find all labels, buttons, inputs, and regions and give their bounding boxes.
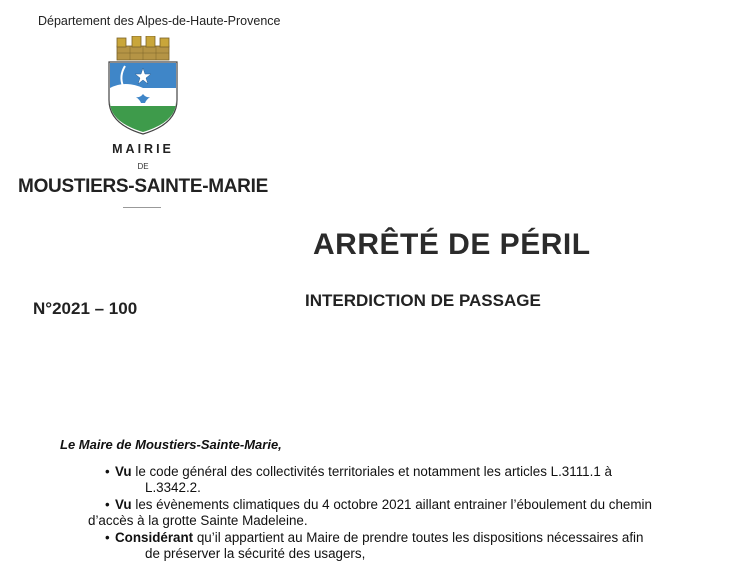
- item-text: qu’il appartient au Maire de prendre toutes les dispositions nécessaires afin: [193, 530, 644, 545]
- item-keyword: Vu: [115, 497, 132, 512]
- list-item: [105, 464, 738, 496]
- de-label: DE: [137, 162, 149, 171]
- bullet: •: [105, 530, 110, 545]
- intro-line: Le Maire de Moustiers-Sainte-Marie,: [60, 437, 282, 452]
- document-title: ARRÊTÉ DE PÉRIL: [313, 228, 591, 261]
- list-item: [88, 497, 738, 529]
- item-text-continued: L.3342.2.: [145, 480, 201, 495]
- item-text: les évènements climatiques du 4 octobre 2021 aillant entrainer l’éboulement du chemin: [131, 497, 652, 512]
- item-keyword: Considérant: [115, 530, 194, 545]
- document-subtitle: INTERDICTION DE PASSAGE: [305, 291, 541, 310]
- item-text-continued: d’accès à la grotte Sainte Madeleine.: [88, 513, 308, 528]
- document-number: N°2021 – 100: [33, 299, 138, 318]
- item-text-continued: de préserver la sécurité des usagers,: [145, 546, 366, 561]
- department-header: Département des Alpes-de-Haute-Provence: [38, 14, 281, 28]
- bullet: •: [105, 464, 110, 479]
- mairie-label: MAIRIE: [112, 142, 174, 156]
- item-keyword: Vu: [115, 464, 132, 479]
- coat-of-arms-logo: [105, 36, 181, 136]
- item-text: le code général des collectivités territoriales et notamment les articles L.3111.1 à: [131, 464, 612, 479]
- list-item: [105, 530, 738, 562]
- considerations-list: [88, 464, 738, 563]
- divider: [123, 207, 161, 208]
- bullet: •: [105, 497, 110, 512]
- commune-name: MOUSTIERS-SAINTE-MARIE: [18, 176, 268, 197]
